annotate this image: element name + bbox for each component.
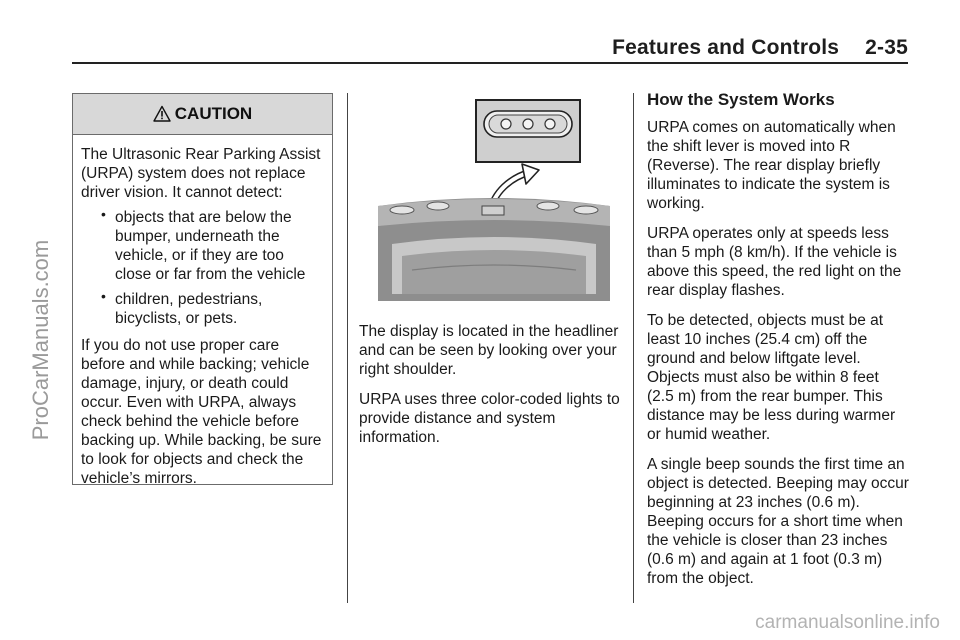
body-paragraph: The display is located in the headliner and can be seen by looking over your right shoulder.	[359, 323, 619, 378]
body-paragraph: URPA comes on automatically when the shift lever is moved into R (Reverse). The rear display briefly illuminates to indicate the system is working.	[647, 119, 896, 212]
section-title: Features and Controls	[612, 36, 840, 59]
caution-intro: The Ultrasonic Rear Parking Assist (URPA) system does not replace driver vision. It cannot detect:	[81, 146, 321, 201]
body-paragraph: A single beep sounds the first time an object is detected. Beeping may occur beginning at 23 inches (0.6 m). Beeping occurs for a short time when the vehicle is closer than 23 inches (0.6 m) and again at 1 foot (0.3 m) from the object.	[647, 456, 909, 587]
page-header	[612, 36, 908, 60]
caution-warning: If you do not use proper care before and while backing; vehicle damage, injury, or death could occur. Even with URPA, always check behind the vehicle before backing up. While backing, be sure to look for objects and check the vehicle’s mirrors.	[81, 337, 322, 487]
caution-box	[72, 93, 333, 485]
body-paragraph: To be detected, objects must be at least 10 inches (25.4 cm) off the ground and below liftgate level. Objects must also be within 8 feet (2.5 m) from the rear bumper. This distance may be less during warmer or humid weather.	[647, 312, 896, 443]
middle-column	[359, 322, 624, 458]
body-paragraph: URPA uses three color-coded lights to provide distance and system information.	[359, 391, 620, 446]
caution-body	[73, 135, 332, 488]
caution-bullet: • objects that are below the bumper, underneath the vehicle, or if they are too close or far from the vehicle	[101, 208, 324, 284]
caution-list	[81, 208, 324, 328]
headliner-display-illustration	[372, 94, 617, 301]
side-watermark: ProCarManuals.com	[28, 239, 53, 441]
right-column	[647, 90, 909, 599]
warning-triangle-icon	[153, 105, 171, 123]
section-heading: How the System Works	[647, 90, 835, 109]
bottom-watermark: carmanualsonline.info	[755, 612, 940, 633]
column-divider-right	[633, 93, 634, 603]
column-divider-left	[347, 93, 348, 603]
page-number: 2-35	[865, 36, 908, 59]
header-rule	[72, 62, 908, 64]
caution-header	[73, 94, 332, 135]
body-paragraph: URPA operates only at speeds less than 5 mph (8 km/h). If the vehicle is above this speed, the red light on the rear display flashes.	[647, 225, 902, 299]
caution-bullet: • children, pedestrians, bicyclists, or pets.	[101, 290, 324, 328]
caution-label: CAUTION	[174, 104, 253, 123]
